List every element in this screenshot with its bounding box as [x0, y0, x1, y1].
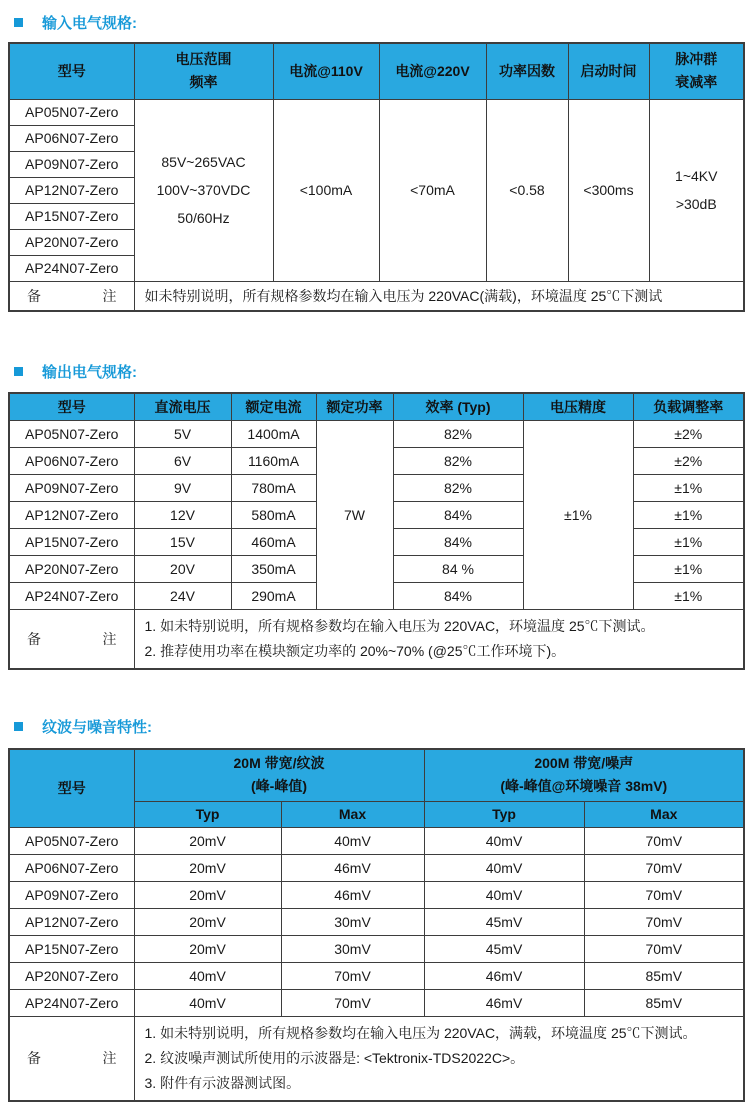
table-row — [9, 908, 744, 935]
header-load-regulation: 负载调整率 — [633, 393, 744, 421]
square-bullet-icon — [14, 18, 23, 27]
table-row — [9, 854, 744, 881]
header-dc-voltage: 直流电压 — [134, 393, 231, 421]
model-cell: AP06N07-Zero — [9, 125, 134, 151]
table-row — [9, 962, 744, 989]
header-max: Max — [281, 801, 424, 827]
value-cell: 46mV — [281, 854, 424, 881]
voltage-cell: 5V — [134, 421, 231, 448]
value-cell: 40mV — [424, 854, 584, 881]
voltage-cell: 24V — [134, 583, 231, 610]
header-20m-bandwidth: 20M 带宽/纹波 (峰-峰值) — [134, 749, 424, 801]
header-power-factor: 功率因数 — [486, 43, 568, 99]
precision-cell: ±1% — [523, 421, 633, 610]
value-cell: 45mV — [424, 908, 584, 935]
header-rated-current: 额定电流 — [231, 393, 316, 421]
note-label-cell: 备 注 — [9, 281, 134, 311]
voltage-cell: 6V — [134, 448, 231, 475]
value-cell: 70mV — [281, 989, 424, 1016]
table-row — [9, 881, 744, 908]
load-regulation-cell: ±1% — [633, 475, 744, 502]
model-cell: AP05N07-Zero — [9, 827, 134, 854]
current-cell: 780mA — [231, 475, 316, 502]
model-cell: AP24N07-Zero — [9, 583, 134, 610]
table-header-row — [9, 393, 744, 421]
load-regulation-cell: ±2% — [633, 421, 744, 448]
current-220v-cell: <70mA — [379, 99, 486, 281]
output-spec-table — [8, 392, 745, 671]
value-cell: 30mV — [281, 908, 424, 935]
current-cell: 1400mA — [231, 421, 316, 448]
model-cell: AP09N07-Zero — [9, 151, 134, 177]
model-cell: AP12N07-Zero — [9, 177, 134, 203]
surge-cell: 1~4KV >30dB — [649, 99, 744, 281]
section-title-text: 输出电气规格: — [42, 364, 137, 381]
note-label-cell: 备 注 — [9, 610, 134, 670]
model-cell: AP20N07-Zero — [9, 962, 134, 989]
value-cell: 20mV — [134, 935, 281, 962]
efficiency-cell: 82% — [393, 448, 523, 475]
efficiency-cell: 84% — [393, 529, 523, 556]
load-regulation-cell: ±1% — [633, 502, 744, 529]
header-model: 型号 — [9, 749, 134, 827]
value-cell: 40mV — [281, 827, 424, 854]
value-cell: 40mV — [134, 962, 281, 989]
value-cell: 70mV — [584, 854, 744, 881]
model-cell: AP20N07-Zero — [9, 229, 134, 255]
value-cell: 85mV — [584, 962, 744, 989]
header-rated-power: 额定功率 — [316, 393, 393, 421]
input-spec-table — [8, 42, 745, 312]
value-cell: 70mV — [584, 935, 744, 962]
value-cell: 70mV — [584, 881, 744, 908]
model-cell: AP05N07-Zero — [9, 421, 134, 448]
note-label-cell: 备 注 — [9, 1016, 134, 1101]
voltage-range-cell: 85V~265VAC 100V~370VDC 50/60Hz — [134, 99, 273, 281]
header-typ: Typ — [134, 801, 281, 827]
model-cell: AP15N07-Zero — [9, 935, 134, 962]
value-cell: 45mV — [424, 935, 584, 962]
power-factor-cell: <0.58 — [486, 99, 568, 281]
header-surge: 脉冲群 衰减率 — [649, 43, 744, 99]
table-header-row — [9, 43, 744, 99]
note-row — [9, 281, 744, 311]
table-row — [9, 827, 744, 854]
section-title-text: 输入电气规格: — [42, 14, 137, 32]
header-max: Max — [584, 801, 744, 827]
current-cell: 580mA — [231, 502, 316, 529]
load-regulation-cell: ±1% — [633, 556, 744, 583]
header-200m-bandwidth: 200M 带宽/噪声 (峰-峰值@环境噪音 38mV) — [424, 749, 744, 801]
note-text: 如未特别说明，所有规格参数均在输入电压为 220VAC(满载)，环境温度 25℃下测试 — [134, 281, 744, 311]
value-cell: 70mV — [584, 908, 744, 935]
header-current-110v: 电流@110V — [273, 43, 379, 99]
efficiency-cell: 84% — [393, 583, 523, 610]
header-model: 型号 — [9, 393, 134, 421]
table-row — [9, 935, 744, 962]
section-title-text: 纹波与噪音特性: — [42, 718, 152, 736]
voltage-cell: 12V — [134, 502, 231, 529]
value-cell: 20mV — [134, 854, 281, 881]
header-model: 型号 — [9, 43, 134, 99]
header-typ: Typ — [424, 801, 584, 827]
model-cell: AP24N07-Zero — [9, 255, 134, 281]
efficiency-cell: 84% — [393, 502, 523, 529]
value-cell: 20mV — [134, 881, 281, 908]
value-cell: 70mV — [281, 962, 424, 989]
load-regulation-cell: ±1% — [633, 529, 744, 556]
model-cell: AP05N07-Zero — [9, 99, 134, 125]
section-title-input — [14, 12, 743, 32]
current-cell: 350mA — [231, 556, 316, 583]
voltage-cell: 20V — [134, 556, 231, 583]
value-cell: 30mV — [281, 935, 424, 962]
model-cell: AP15N07-Zero — [9, 203, 134, 229]
current-cell: 1160mA — [231, 448, 316, 475]
model-cell: AP12N07-Zero — [9, 908, 134, 935]
load-regulation-cell: ±1% — [633, 583, 744, 610]
value-cell: 40mV — [424, 827, 584, 854]
header-start-time: 启动时间 — [568, 43, 649, 99]
value-cell: 85mV — [584, 989, 744, 1016]
efficiency-cell: 82% — [393, 475, 523, 502]
header-voltage-precision: 电压精度 — [523, 393, 633, 421]
current-110v-cell: <100mA — [273, 99, 379, 281]
model-cell: AP15N07-Zero — [9, 529, 134, 556]
square-bullet-icon — [14, 367, 23, 376]
table-row — [9, 421, 744, 448]
value-cell: 46mV — [281, 881, 424, 908]
value-cell: 46mV — [424, 989, 584, 1016]
model-cell: AP24N07-Zero — [9, 989, 134, 1016]
voltage-cell: 15V — [134, 529, 231, 556]
model-cell: AP12N07-Zero — [9, 502, 134, 529]
rated-power-cell: 7W — [316, 421, 393, 610]
table-row — [9, 989, 744, 1016]
note-row — [9, 1016, 744, 1101]
current-cell: 460mA — [231, 529, 316, 556]
model-cell: AP06N07-Zero — [9, 448, 134, 475]
square-bullet-icon — [14, 722, 23, 731]
value-cell: 46mV — [424, 962, 584, 989]
section-title-output — [14, 362, 743, 382]
efficiency-cell: 82% — [393, 421, 523, 448]
value-cell: 40mV — [424, 881, 584, 908]
value-cell: 70mV — [584, 827, 744, 854]
ripple-noise-table — [8, 748, 745, 1102]
note-row — [9, 610, 744, 670]
start-time-cell: <300ms — [568, 99, 649, 281]
value-cell: 20mV — [134, 827, 281, 854]
voltage-cell: 9V — [134, 475, 231, 502]
note-text: 1. 如未特别说明，所有规格参数均在输入电压为 220VAC，环境温度 25℃下测试。 2. 推荐使用功率在模块额定功率的 20%~70% (@25℃工作环境下)。 — [134, 610, 744, 670]
value-cell: 40mV — [134, 989, 281, 1016]
header-efficiency: 效率 (Typ) — [393, 393, 523, 421]
header-current-220v: 电流@220V — [379, 43, 486, 99]
table-header-row — [9, 749, 744, 801]
model-cell: AP06N07-Zero — [9, 854, 134, 881]
section-title-ripple — [14, 716, 743, 736]
model-cell: AP20N07-Zero — [9, 556, 134, 583]
model-cell: AP09N07-Zero — [9, 881, 134, 908]
note-text: 1. 如未特别说明，所有规格参数均在输入电压为 220VAC，满载，环境温度 25℃下测试。 2. 纹波噪声测试所使用的示波器是: <Tektronix-TDS2022C>。 3. 附件有示波器测试图。 — [134, 1016, 744, 1101]
value-cell: 20mV — [134, 908, 281, 935]
model-cell: AP09N07-Zero — [9, 475, 134, 502]
efficiency-cell: 84 % — [393, 556, 523, 583]
header-voltage-range: 电压范围 频率 — [134, 43, 273, 99]
current-cell: 290mA — [231, 583, 316, 610]
table-row — [9, 99, 744, 125]
load-regulation-cell: ±2% — [633, 448, 744, 475]
